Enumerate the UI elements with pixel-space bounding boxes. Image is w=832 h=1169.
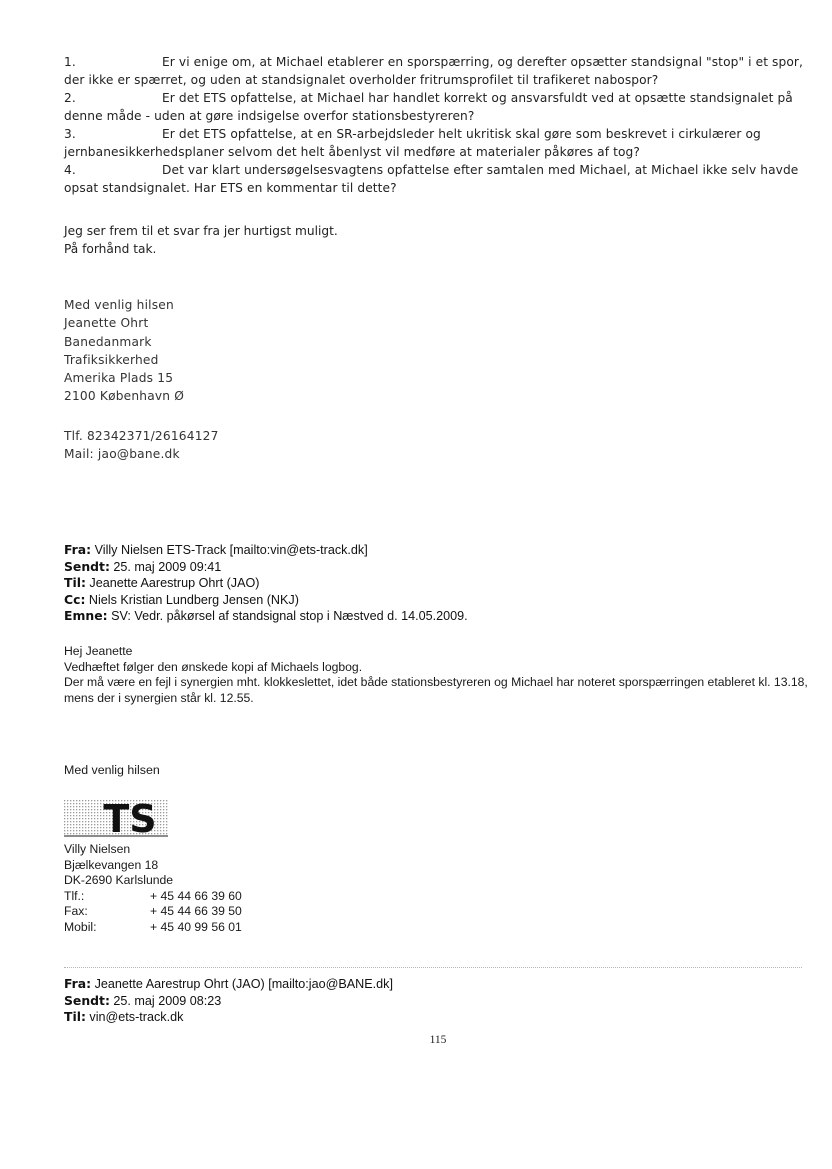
header-to-label: Til:: [64, 1009, 86, 1024]
message-body: [64, 644, 816, 706]
header-to-row: [64, 575, 468, 592]
header-from-row: [64, 976, 393, 993]
questions-list: [64, 53, 812, 197]
phone-label: Tlf.:: [64, 888, 85, 903]
mobile-label: Mobil:: [64, 919, 97, 934]
signature-block-ets: [64, 842, 242, 936]
phone-value: + 45 44 66 39 60: [150, 888, 242, 903]
header-sent-row: [64, 559, 468, 576]
question-text: Er vi enige om, at Michael etablerer en sporspærring, og derefter opsætter standsignal "stop" i et spor, der ikke er spærret, og uden at standsignalet overholder fritrumsprofilet til trafikeret nabospor?: [64, 55, 803, 87]
header-from-row: [64, 542, 468, 559]
header-from-value: Jeanette Aarestrup Ohrt (JAO) [mailto:jao@BANE.dk]: [94, 977, 393, 991]
signature-city: DK-2690 Karlslunde: [64, 873, 174, 888]
question-number: 2.: [64, 91, 76, 105]
signature-mail: Mail: jao@bane.dk: [64, 447, 180, 461]
header-subject-value: SV: Vedr. påkørsel af standsignal stop i Næstved d. 14.05.2009.: [111, 609, 468, 623]
email-header-reply: [64, 542, 468, 625]
question-item: [64, 125, 812, 161]
ets-logo: [64, 797, 168, 841]
header-to-value: Jeanette Aarestrup Ohrt (JAO): [89, 576, 260, 590]
signature-greeting-ets: Med venlig hilsen: [64, 763, 160, 777]
logo-text: TS: [103, 797, 157, 841]
header-cc-value: Niels Kristian Lundberg Jensen (NKJ): [88, 592, 299, 607]
header-subject-row: [64, 608, 468, 625]
header-cc-row: [64, 592, 468, 609]
message-divider: [64, 967, 802, 968]
question-number: 3.: [64, 127, 76, 141]
signature-org: Banedanmark: [64, 334, 152, 349]
header-from-label: Fra:: [64, 542, 92, 557]
header-sent-label: Sendt:: [64, 558, 110, 574]
question-text: Er det ETS opfattelse, at Michael har handlet korrekt og ansvarsfuldt ved at opsætte standsignalet på denne måde - uden at gøre indsigelse overfor stationsbestyreren?: [64, 91, 793, 123]
message-line: Vedhæftet følger den ønskede kopi af Michaels logbog.: [64, 659, 363, 674]
signature-fax-row: [64, 904, 242, 920]
question-item: [64, 89, 812, 125]
signature-street: Bjælkevangen 18: [64, 857, 159, 872]
header-sent-label: Sendt:: [64, 992, 110, 1008]
signature-street: Amerika Plads 15: [64, 371, 174, 386]
mobile-value: + 45 40 99 56 01: [150, 919, 242, 934]
signature-mobile-row: [64, 920, 242, 936]
question-number: 4.: [64, 163, 76, 177]
closing-line: På forhånd tak.: [64, 242, 157, 256]
header-from-label: Fra:: [64, 976, 92, 991]
signature-name: Jeanette Ohrt: [64, 316, 149, 331]
signature-dept: Trafiksikkerhed: [64, 352, 159, 367]
ts-logo-icon: [64, 797, 168, 841]
question-text: Det var klart undersøgelsesvagtens opfattelse efter samtalen med Michael, at Michael ikke selv havde opsat standsignalet. Har ETS en kommentar til dette?: [64, 163, 799, 195]
question-item: [64, 161, 812, 197]
header-sent-row: [64, 993, 393, 1010]
email-header-original: [64, 976, 393, 1026]
closing-line: Jeg ser frem til et svar fra jer hurtigst muligt.: [64, 224, 338, 238]
message-line: Der må være en fejl i synergien mht. klokkeslettet, idet både stationsbestyreren og Michael har noteret sporspærringen etableret kl. 13.18, mens der i synergien står kl. 12.55.: [64, 675, 808, 705]
header-cc-label: Cc:: [64, 591, 86, 607]
signature-name: Villy Nielsen: [64, 842, 131, 856]
question-item: [64, 53, 812, 89]
contact-block-jao: [64, 427, 219, 463]
header-sent-value: 25. maj 2009 08:23: [113, 993, 222, 1008]
message-salutation: Hej Jeanette: [64, 644, 133, 658]
header-subject-label: Emne:: [64, 608, 108, 623]
signature-block-jao: [64, 296, 184, 406]
closing-text: [64, 222, 338, 258]
fax-value: + 45 44 66 39 50: [150, 904, 242, 919]
header-sent-value: 25. maj 2009 09:41: [113, 559, 222, 574]
page-number: 115: [429, 1034, 447, 1046]
header-to-value: vin@ets-track.dk: [89, 1010, 184, 1024]
header-from-value: Villy Nielsen ETS-Track [mailto:vin@ets-track.dk]: [94, 543, 368, 557]
question-text: Er det ETS opfattelse, at en SR-arbejdsleder helt ukritisk skal gøre som beskrevet i cirkulærer og jernbanesikkerhedsplaner selvom det helt åbenlyst vil medføre at materialer påkøres af tog?: [64, 127, 761, 159]
header-to-row: [64, 1009, 393, 1026]
signature-city: 2100 København Ø: [64, 389, 185, 404]
header-to-label: Til:: [64, 575, 86, 590]
question-number: 1.: [64, 55, 76, 69]
signature-phone-row: [64, 889, 242, 905]
signature-phone: Tlf. 82342371/26164127: [64, 429, 219, 443]
fax-label: Fax:: [64, 904, 88, 919]
signature-greeting: Med venlig hilsen: [64, 298, 174, 312]
